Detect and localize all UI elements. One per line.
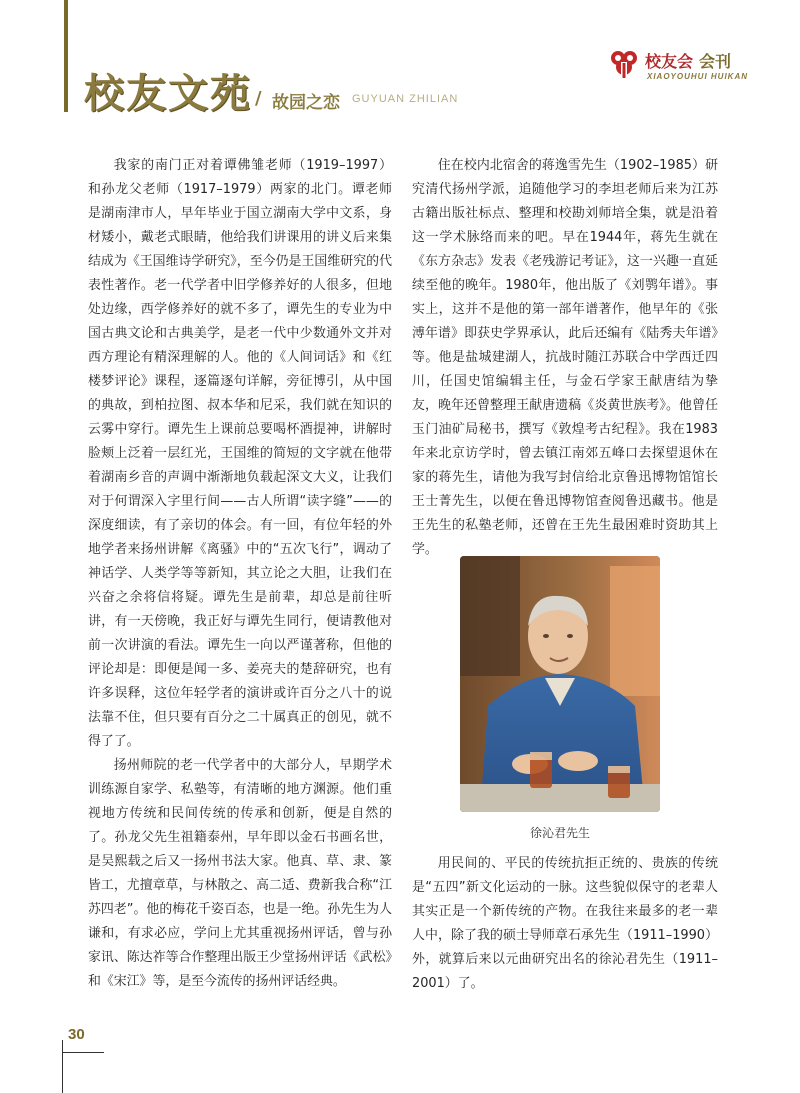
- title-separator: /: [255, 88, 262, 109]
- page-number: 30: [68, 1026, 85, 1043]
- footer-vertical-rule: [62, 1040, 63, 1093]
- alumni-association-logo-icon: [608, 48, 640, 80]
- paragraph: 用民间的、平民的传统抗拒正统的、贵族的传统是“五四”新文化运动的一脉。这些貌似保守的老辈人其实正是一个新传统的产物。在我往来最多的老一辈人中，除了我的硕士导师章石承先生（1911–1990）外，就算后来以元曲研究出名的徐沁君先生（1911–2001）了。: [412, 856, 718, 991]
- brand-association: 校友会: [645, 52, 694, 71]
- article-column-right-bottom: [412, 852, 718, 996]
- paragraph: 我家的南门正对着谭佛雏老师（1919–1997）和孙龙父老师（1917–1979）两家的北门。谭老师是湖南津市人，早年毕业于国立湖南大学中文系，身材矮小，戴老式眼睛，他给我们讲课用的讲义后来集结成为《王国维诗学研究》，至今仍是王国维研究的代表性著作。老一代学者中旧学修养好的人很多，但地处边缘，西学修养好的就不多了，谭先生的专业为中国古典文论和古典美学，是老一代中少数通外文并对西方理论有精深理解的人。他的《人间词话》和《红楼梦评论》课程，逐篇逐句详解，旁征博引，从中国的典故，到柏拉图、叔本华和尼采，我们就在知识的云雾中穿行。谭先生上课前总要喝杯酒提神，讲解时脸颊上泛着一层红光，王国维的简短的文字就在他带着湖南乡音的声调中渐渐地负载起深文大义，让我们对于何谓深入字里行间——古人所谓“读字缝”——的深度细读，有了亲切的体会。有一回，有位年轻的外地学者来扬州讲解《离骚》中的“五次飞行”，调动了神话学、人类学等等新知，其立论之大胆，让我们在兴奋之余将信将疑。谭先生是前辈，却总是前往听讲，有一天傍晚，我正好与谭先生同行，便请教他对前一次讲演的看法。谭先生一向以严谨著称，但他的评论却是：即便是闻一多、姜亮夫的楚辞研究，也有许多误释，这位年轻学者的演讲或许百分之八十的说法靠不住，但只要有百分之二十属真正的创见，就不得了了。: [88, 158, 392, 749]
- section-subtitle-pinyin: GUYUAN ZHILIAN: [352, 93, 459, 105]
- portrait-photo: [460, 556, 660, 812]
- header-vertical-rule: [64, 0, 68, 112]
- portrait-illustration: [460, 556, 660, 812]
- photo-caption: 徐沁君先生: [529, 826, 590, 840]
- section-title: 校友文苑: [84, 70, 252, 117]
- journal-brand-pinyin: XIAOYOUHUI HUIKAN: [647, 72, 749, 81]
- paragraph: 扬州师院的老一代学者中的大部分人，早期学术训练源自家学、私塾等，有清晰的地方渊源。他们重视地方传统和民间传统的传承和创新，便是自然的了。孙龙父先生祖籍泰州，早年即以金石书画名世，是吴熙载之后又一扬州书法大家。他真、草、隶、篆皆工，尤擅章草，与林散之、高二适、费新我合称“江苏四老”。他的梅花千姿百态，也是一绝。孙先生为人谦和，有求必应，学问上尤其重视扬州评话，曾与孙家讯、陈达祚等合作整理出版王少堂扬州评话《武松》和《宋江》等，是至今流传的扬州评话经典。: [88, 758, 392, 989]
- article-column-right-top: [412, 154, 718, 562]
- paragraph: 住在校内北宿舍的蒋逸雪先生（1902–1985）研究清代扬州学派，追随他学习的李坦老师后来为江苏古籍出版社标点、整理和校勘刘师培全集，就是沿着这一学术脉络而来的吧。早在1944年，蒋先生就在《东方杂志》发表《老残游记考证》，这一兴趣一直延续至他的晚年。1980年，他出版了《刘鹗年谱》。事实上，这并不是他的第一部年谱著作，他早年的《张溥年谱》即获史学界承认，此后还编有《陆秀夫年谱》等。他是盐城建湖人，抗战时随江苏联合中学西迁四川，任国史馆编辑主任，与金石学家王献唐结为挚友，晚年还曾整理王献唐遗稿《炎黄世族考》。他曾任玉门油矿局秘书，撰写《敦煌考古纪程》。我在1983年来北京访学时，曾去镇江南郊五峰口去探望退休在家的蒋先生，请他为我写封信给北京鲁迅博物馆馆长王士菁先生，以便在鲁迅博物馆查阅鲁迅藏书。他是王先生的私塾老师，还曾在王先生最困难时资助其上学。: [412, 158, 718, 557]
- footer-horizontal-rule: [62, 1052, 104, 1053]
- article-column-left: [88, 154, 392, 994]
- section-subtitle: 故园之恋: [272, 93, 340, 113]
- brand-journal: 会刊: [699, 52, 732, 71]
- journal-brand: [645, 49, 731, 72]
